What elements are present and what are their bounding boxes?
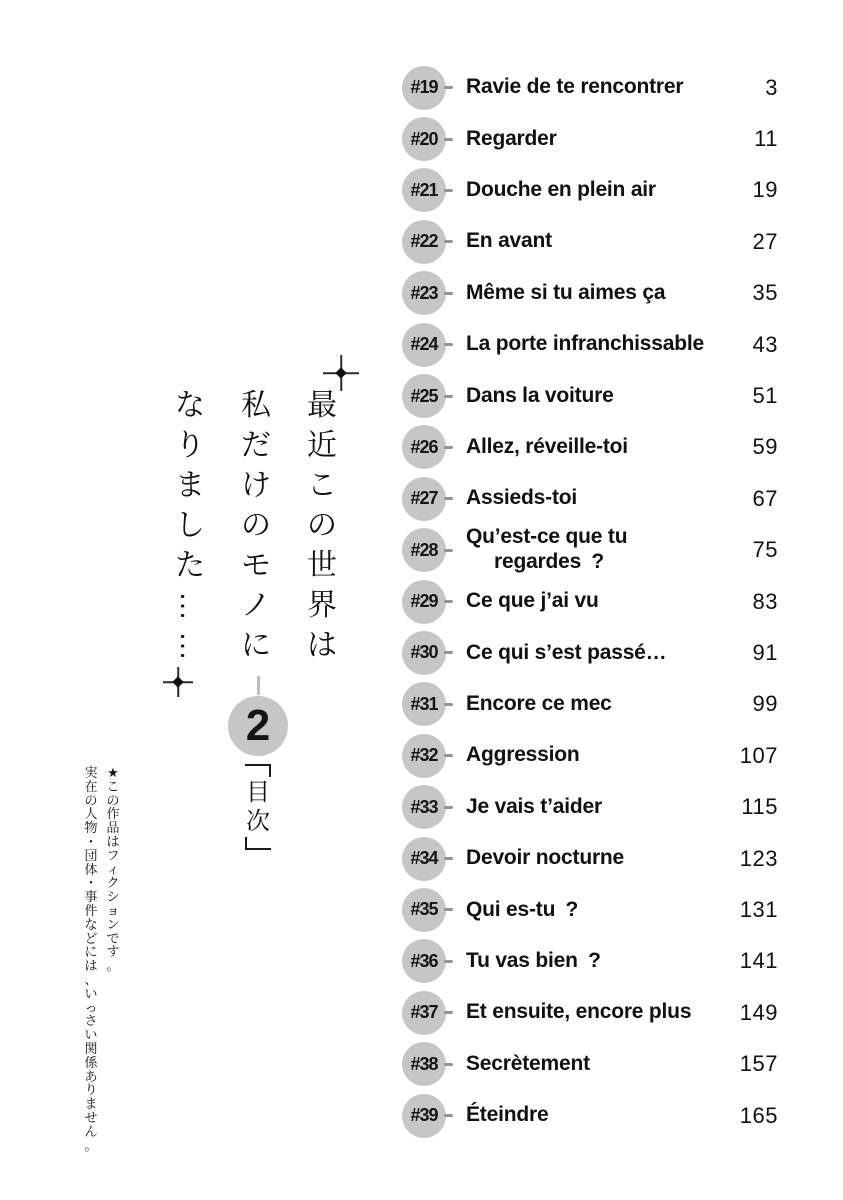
- chapter-title: [466, 949, 601, 974]
- page-number: 35: [752, 280, 778, 306]
- page-number: 149: [739, 999, 778, 1025]
- chapter-badge: [402, 837, 446, 881]
- chapter-badge: [402, 117, 446, 161]
- badge-dash: [444, 189, 453, 192]
- badge-dash: [444, 395, 453, 398]
- chapter-badge: [402, 939, 446, 983]
- chapter-number: #31: [410, 693, 438, 714]
- chapter-number: #28: [410, 539, 438, 560]
- sparkle-icon: [163, 667, 193, 697]
- page-number: 107: [739, 742, 778, 768]
- toc-entry: [402, 1090, 778, 1141]
- chapter-number: #39: [410, 1105, 438, 1125]
- chapter-title: [466, 486, 577, 511]
- chapter-number: #21: [410, 179, 438, 200]
- chapter-badge: [402, 323, 446, 367]
- chapter-title-line: Qui es-tu ?: [466, 897, 579, 921]
- chapter-badge: [402, 734, 446, 778]
- page-number: 141: [739, 948, 778, 974]
- chapter-number: #37: [410, 1002, 438, 1023]
- chapter-badge: [402, 580, 446, 624]
- volume-number: 2: [245, 701, 271, 750]
- badge-dash: [444, 754, 453, 757]
- badge-dash: [444, 138, 453, 141]
- page-number: 91: [752, 639, 778, 665]
- chapter-title: [466, 178, 656, 203]
- chapter-title-line: Encore ce mec: [466, 692, 612, 715]
- page-number: 59: [752, 434, 778, 460]
- chapter-title-line: Devoir nocturne: [466, 846, 625, 870]
- page-number: 99: [752, 691, 778, 717]
- page-number: 3: [765, 74, 778, 100]
- page-number: 67: [752, 485, 778, 511]
- chapter-title: [466, 229, 552, 254]
- chapter-title-line: En avant: [466, 229, 552, 253]
- chapter-number: #34: [410, 848, 438, 869]
- page-number: 11: [754, 126, 778, 152]
- chapter-badge: [402, 631, 446, 675]
- chapter-title-line: Aggression: [466, 743, 580, 767]
- connector-line: [257, 676, 260, 695]
- chapter-title: [466, 1000, 691, 1025]
- series-title-line: な り ま し た … …: [174, 389, 207, 661]
- page-number: 75: [752, 537, 778, 563]
- badge-dash: [444, 497, 453, 500]
- chapter-number: #26: [410, 436, 438, 457]
- chapter-title: [466, 281, 665, 306]
- toc-entry: [402, 987, 778, 1038]
- badge-dash: [444, 703, 453, 706]
- disclaimer-line: 実 在 の 人 物 ・ 団 体 ・ 事 件 な ど に は 、 い っ さ い 関 係 あ り ま せ ん 。: [84, 765, 98, 1153]
- chapter-number: #36: [410, 950, 438, 971]
- chapter-title-line: La porte infranchissable: [466, 332, 704, 356]
- volume-block: [226, 676, 290, 850]
- bracket-open-icon: [245, 764, 271, 777]
- toc-entry: [402, 1038, 778, 1089]
- chapter-title-line: Je vais t’aider: [466, 794, 602, 818]
- badge-dash: [444, 549, 453, 552]
- page-number: 131: [739, 896, 778, 922]
- chapter-badge: [402, 1042, 446, 1086]
- chapter-title: [466, 75, 683, 100]
- chapter-title: [466, 589, 599, 614]
- page-number: 123: [739, 845, 778, 871]
- chapter-title-line: Ce que j’ai vu: [466, 589, 599, 613]
- chapter-number: #24: [410, 334, 438, 355]
- chapter-number: #20: [410, 128, 438, 149]
- page-number: 115: [741, 794, 778, 820]
- toc-entry: [402, 319, 778, 370]
- chapter-title: [466, 795, 602, 820]
- page-number: 83: [752, 588, 778, 614]
- chapter-title: [466, 435, 628, 460]
- chapter-number: #29: [410, 591, 438, 612]
- chapter-badge: [402, 66, 446, 110]
- series-title-line: 最 近 こ の 世 界 は: [307, 389, 337, 662]
- toc-entry: [402, 576, 778, 627]
- chapter-badge: [402, 888, 446, 932]
- page-number: 157: [739, 1051, 778, 1077]
- chapter-badge: [402, 785, 446, 829]
- chapter-number: #25: [410, 385, 438, 406]
- chapter-badge: [402, 220, 446, 264]
- toc-list: [402, 62, 778, 1141]
- chapter-title: [466, 692, 612, 717]
- chapter-number: #19: [410, 77, 438, 98]
- badge-dash: [444, 343, 453, 346]
- chapter-title-line: Et ensuite, encore plus: [466, 1000, 692, 1024]
- chapter-number: #33: [410, 796, 438, 817]
- chapter-title-line: Ce qui s’est passé…: [466, 640, 667, 664]
- badge-dash: [444, 446, 453, 449]
- toc-entry: [402, 884, 778, 935]
- chapter-badge: [402, 528, 446, 572]
- badge-dash: [444, 960, 453, 963]
- chapter-title-line: Assieds-toi: [466, 486, 577, 510]
- chapter-title: [466, 127, 557, 152]
- toc-entry: [402, 165, 778, 216]
- page-number: 51: [752, 383, 778, 409]
- chapter-title: [466, 384, 614, 409]
- chapter-badge: [402, 168, 446, 212]
- chapter-number: #27: [410, 488, 438, 509]
- chapter-title-line: Regarder: [466, 126, 557, 150]
- toc-entry: [402, 113, 778, 164]
- chapter-number: #30: [410, 642, 438, 663]
- chapter-title: [466, 1103, 548, 1128]
- chapter-title: [466, 332, 704, 357]
- chapter-number: #23: [410, 282, 438, 303]
- page-number: 27: [752, 228, 778, 254]
- chapter-title-line: regardes ?: [494, 550, 605, 574]
- toc-entry: [402, 62, 778, 113]
- toc-entry: [402, 730, 778, 781]
- chapter-title-line: Tu vas bien ?: [466, 948, 601, 972]
- toc-entry: [402, 627, 778, 678]
- badge-dash: [444, 292, 453, 295]
- chapter-title: [466, 1052, 590, 1077]
- chapter-title: [466, 743, 580, 768]
- chapter-badge: [402, 477, 446, 521]
- badge-dash: [444, 806, 453, 809]
- badge-dash: [444, 600, 453, 603]
- chapter-title: [466, 525, 627, 575]
- chapter-number: #32: [410, 745, 438, 766]
- disclaimer-vertical: [80, 766, 124, 1152]
- chapter-title: [466, 846, 624, 871]
- chapter-title: [466, 641, 666, 666]
- badge-dash: [444, 240, 453, 243]
- toc-entry: [402, 833, 778, 884]
- page-number: 43: [752, 331, 778, 357]
- chapter-number: #35: [410, 899, 438, 920]
- toc-entry: [402, 679, 778, 730]
- chapter-number: #38: [410, 1053, 438, 1074]
- chapter-title-line: Dans la voiture: [466, 383, 614, 407]
- page-number: 165: [739, 1102, 778, 1128]
- toc-entry: [402, 473, 778, 524]
- series-title-vertical: [157, 386, 355, 666]
- badge-dash: [444, 1011, 453, 1014]
- chapter-title-line: Qu’est-ce que tu: [466, 525, 628, 549]
- volume-badge: [228, 696, 288, 756]
- badge-dash: [444, 86, 453, 89]
- toc-entry: [402, 525, 778, 576]
- page-number: 19: [752, 177, 778, 203]
- chapter-badge: [402, 991, 446, 1035]
- chapter-title-line: Douche en plein air: [466, 178, 656, 202]
- index-label: 目 次: [246, 779, 270, 835]
- chapter-title: [466, 898, 578, 923]
- chapter-title-line: Ravie de te rencontrer: [466, 75, 684, 99]
- badge-dash: [444, 857, 453, 860]
- chapter-title-line: Même si tu aimes ça: [466, 280, 666, 304]
- toc-entry: [402, 370, 778, 421]
- toc-entry: [402, 936, 778, 987]
- badge-dash: [444, 1114, 453, 1117]
- chapter-title-line: Allez, réveille-toi: [466, 435, 628, 459]
- series-title-line: 私 だ け の モ ノ に: [241, 389, 271, 662]
- badge-dash: [444, 908, 453, 911]
- chapter-badge: [402, 271, 446, 315]
- toc-entry: [402, 216, 778, 267]
- bracket-close-icon: [245, 837, 271, 850]
- chapter-badge: [402, 425, 446, 469]
- chapter-badge: [402, 682, 446, 726]
- chapter-number: #22: [410, 231, 438, 252]
- toc-entry: [402, 422, 778, 473]
- chapter-badge: [402, 1094, 446, 1138]
- chapter-title-line: Secrètement: [466, 1051, 590, 1075]
- badge-dash: [444, 1063, 453, 1066]
- toc-entry: [402, 268, 778, 319]
- chapter-title-line: Éteindre: [466, 1103, 549, 1127]
- chapter-badge: [402, 374, 446, 418]
- toc-entry: [402, 781, 778, 832]
- disclaimer-line: ★ こ の 作 品 は フ ィ ク シ ョ ン で す 。: [106, 765, 120, 974]
